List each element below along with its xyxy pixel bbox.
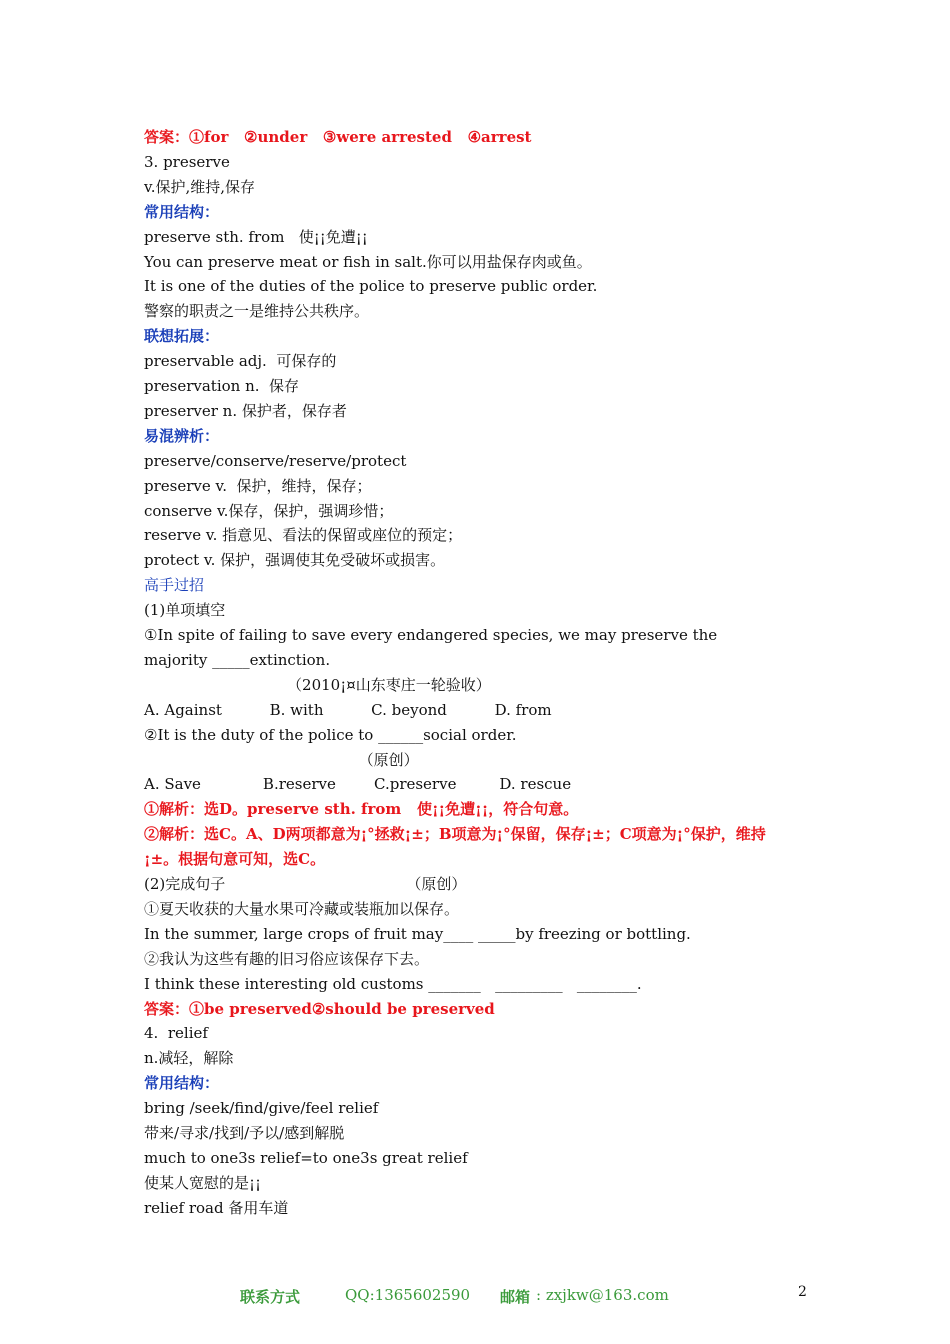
text-line: ¡±。根据句意可知，选C。	[144, 850, 326, 868]
text-line: 常用结构：	[144, 203, 220, 221]
footer-contact-label: 联系方式	[240, 1288, 301, 1306]
text-line: 警察的职责之一是维持公共秩序。	[144, 302, 370, 320]
text-line: 使某人宽慰的是¡¡	[144, 1174, 262, 1192]
text-line: reserve v. 指意见、看法的保留或座位的预定；	[144, 526, 463, 544]
text-line: ②It is the duty of the police to ______social order.	[144, 726, 517, 744]
text-line: bring /seek/find/give/feel relief	[144, 1099, 379, 1117]
text-line: It is one of the duties of the police to preserve public order.	[144, 277, 598, 295]
text-line: 常用结构：	[144, 1074, 220, 1092]
text-line: （2010¡¤山东枣庄一轮验收）	[144, 676, 491, 694]
footer-email-label: 邮箱	[500, 1288, 531, 1306]
text-line: much to one3s relief=to one3s great relief	[144, 1149, 468, 1167]
text-line: 带来/寻求/找到/予以/感到解脱	[144, 1124, 345, 1142]
text-line: ②我认为这些有趣的旧习俗应该保存下去。	[144, 950, 430, 968]
text-line: v.保护,维持,保存	[144, 178, 255, 196]
page-number: 2	[798, 1284, 807, 1300]
text-line: relief road 备用车道	[144, 1199, 289, 1217]
text-line: You can preserve meat or fish in salt.你可以用盐保存肉或鱼。	[144, 253, 592, 271]
text-line: 高手过招	[144, 576, 205, 594]
text-line: 答案：①for ②under ③were arrested ④arrest	[144, 128, 532, 146]
text-line: (2)完成句子 （原创）	[144, 875, 467, 893]
text-line: 易混辨析：	[144, 427, 220, 445]
text-line: protect v. 保护，强调使其免受破坏或损害。	[144, 551, 446, 569]
text-line: ①夏天收获的大量水果可冷藏或装瓶加以保存。	[144, 900, 460, 918]
text-line: n.减轻，解除	[144, 1049, 234, 1067]
text-line: preservable adj. 可保存的	[144, 352, 337, 370]
text-line: A. Against B. with C. beyond D. from	[144, 701, 552, 719]
text-line: ②解析：选C。A、D两项都意为¡°拯救¡±；B项意为¡°保留，保存¡±；C项意为¡°保护，维持	[144, 825, 766, 843]
text-line: 4. relief	[144, 1024, 208, 1042]
footer-qq: QQ:1365602590	[345, 1286, 471, 1304]
text-line: In the summer, large crops of fruit may____ _____by freezing or bottling.	[144, 925, 691, 943]
text-line: preservation n. 保存	[144, 377, 300, 395]
page-footer	[0, 1286, 950, 1308]
footer-email: : zxjkw@163.com	[536, 1286, 669, 1304]
text-line: (1)单项填空	[144, 601, 226, 619]
text-line: conserve v.保存，保护，强调珍惜；	[144, 502, 394, 520]
text-line: 答案：①be preserved②should be preserved	[144, 1000, 495, 1018]
text-line: preserve v. 保护，维持，保存；	[144, 477, 372, 495]
text-line: 联想拓展：	[144, 327, 220, 345]
text-line: preserver n. 保护者，保存者	[144, 402, 347, 420]
text-line: I think these interesting old customs _______ _________ ________.	[144, 975, 642, 993]
text-line: （原创）	[144, 751, 419, 769]
text-line: A. Save B.reserve C.preserve D. rescue	[144, 775, 572, 793]
text-line: ①解析：选D。preserve sth. from 使¡¡免遭¡¡，符合句意。	[144, 800, 579, 818]
text-line: ①In spite of failing to save every endangered species, we may preserve the	[144, 626, 718, 644]
text-line: preserve sth. from 使¡¡免遭¡¡	[144, 228, 368, 246]
text-line: 3. preserve	[144, 153, 230, 171]
text-line: majority _____extinction.	[144, 651, 331, 669]
text-line: preserve/conserve/reserve/protect	[144, 452, 407, 470]
